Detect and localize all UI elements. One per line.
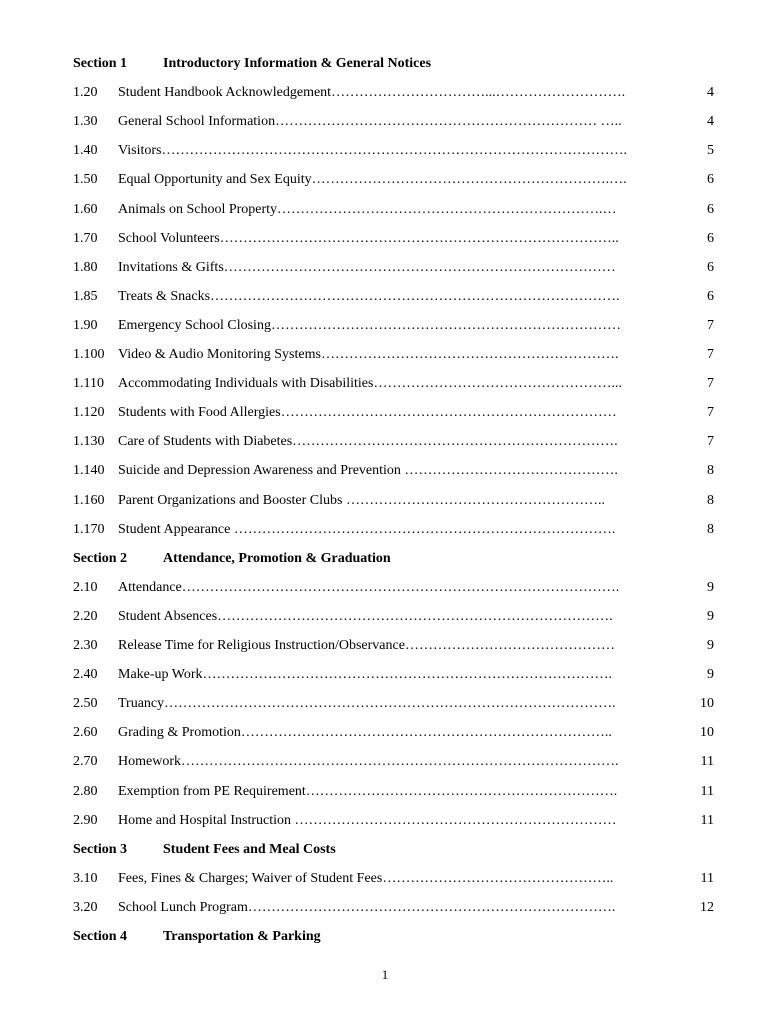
entry-number: 1.160: [73, 492, 105, 508]
entry-title: Student Handbook Acknowledgement……………………………...……………………….: [118, 85, 626, 101]
section-heading: [73, 54, 718, 74]
entry-page: 4: [707, 85, 714, 101]
entry-title: Home and Hospital Instruction ……………………………………………………………: [118, 812, 617, 828]
toc-entry: [73, 665, 718, 685]
entry-number: Section 1: [73, 56, 128, 71]
entry-number: 1.70: [73, 230, 98, 246]
toc-entry: [73, 345, 718, 365]
entry-page: 8: [707, 463, 714, 479]
entry-page: 6: [707, 201, 714, 217]
toc-entry: [73, 461, 718, 481]
toc-entry: [73, 316, 718, 336]
entry-title: Student Appearance ……………………………………………………………………….: [118, 521, 616, 537]
entry-page: 10: [700, 696, 714, 712]
entry-page: 9: [707, 608, 714, 624]
entry-page: 7: [707, 317, 714, 333]
toc-entry: [73, 229, 718, 249]
entry-title: Animals on School Property…………………………………………………………….…: [118, 201, 617, 217]
toc-entry: [73, 432, 718, 452]
toc-entry: [73, 752, 718, 772]
entry-page: 6: [707, 230, 714, 246]
entry-title: Exemption from PE Requirement………………………………………………………….: [118, 783, 618, 799]
section-heading: [73, 549, 718, 569]
toc-entry: [73, 607, 718, 627]
entry-page: 6: [707, 172, 714, 188]
toc-entry: [73, 200, 718, 220]
entry-number: 1.30: [73, 114, 98, 130]
entry-number: 2.70: [73, 754, 98, 770]
entry-page: 8: [707, 521, 714, 537]
toc-entry: [73, 112, 718, 132]
entry-page: 6: [707, 259, 714, 275]
entry-title: Introductory Information & General Notices: [163, 56, 432, 71]
entry-title: Students with Food Allergies………………………………………………………………: [118, 405, 617, 421]
toc-entry: [73, 811, 718, 831]
entry-title: Video & Audio Monitoring Systems……………………………………………………….: [118, 347, 619, 362]
entry-title: Fees, Fines & Charges; Waiver of Student Fees…………………………………………..: [118, 870, 614, 886]
entry-page: 11: [700, 870, 714, 886]
entry-title: Parent Organizations and Booster Clubs ………………………………………………..: [118, 492, 605, 508]
toc-entry: [73, 520, 718, 540]
entry-page: 10: [700, 725, 714, 741]
entry-title: Suicide and Depression Awareness and Prevention ……………………………………….: [118, 463, 618, 479]
entry-page: 4: [707, 114, 714, 130]
entry-title: Student Absences………………………………………………………………………….: [118, 608, 613, 624]
entry-number: 2.30: [73, 638, 98, 653]
entry-number: 1.100: [73, 347, 105, 362]
entry-number: 1.40: [73, 143, 98, 159]
toc-entry: [73, 782, 718, 802]
entry-page: 7: [707, 347, 714, 362]
entry-page: 5: [707, 143, 714, 159]
entry-title: Transportation & Parking: [163, 929, 321, 944]
entry-number: Section 4: [73, 929, 128, 944]
entry-page: 7: [707, 405, 714, 421]
toc-entry: [73, 578, 718, 598]
toc-entry: [73, 403, 718, 423]
entry-page: 8: [707, 492, 714, 508]
toc-entry: [73, 170, 718, 190]
entry-page: 11: [700, 783, 714, 799]
toc-entry: [73, 694, 718, 714]
entry-number: 1.140: [73, 463, 105, 479]
entry-number: 2.20: [73, 608, 98, 624]
entry-number: 2.90: [73, 812, 98, 828]
entry-title: Treats & Snacks…………………………………………………………………………….: [118, 288, 620, 304]
entry-title: Attendance………………………………………………………………………………….: [118, 579, 620, 595]
entry-number: 2.50: [73, 696, 98, 712]
toc-entry: [73, 723, 718, 743]
entry-number: 1.120: [73, 405, 105, 421]
entry-title: Care of Students with Diabetes…………………………………………………………….: [118, 434, 618, 450]
entry-page: 7: [707, 434, 714, 450]
entry-title: General School Information…………………………………………………………… …..: [118, 114, 622, 130]
entry-number: 1.85: [73, 288, 98, 304]
entry-number: 1.90: [73, 317, 98, 333]
entry-title: Emergency School Closing…………………………………………………………………: [118, 317, 621, 333]
entry-title: School Volunteers…………………………………………………………………………..: [118, 230, 619, 246]
entry-title: Accommodating Individuals with Disabilities……………………………………………...: [118, 376, 622, 392]
entry-title: Attendance, Promotion & Graduation: [163, 550, 391, 566]
toc-entry: [73, 83, 718, 103]
entry-number: 2.60: [73, 725, 98, 741]
entry-number: 2.40: [73, 667, 98, 683]
entry-title: Grading & Promotion……………………………………………………………………..: [118, 725, 612, 741]
entry-number: 1.80: [73, 259, 98, 275]
entry-page: 9: [707, 579, 714, 595]
page-number: 1: [381, 967, 389, 982]
entry-title: Invitations & Gifts…………………………………………………………………………: [118, 259, 616, 275]
section-heading: [73, 840, 718, 860]
entry-title: School Lunch Program…………………………………………………………………….: [118, 899, 616, 915]
entry-number: 1.20: [73, 85, 98, 101]
entry-title: Release Time for Religious Instruction/Observance………………………………………: [118, 638, 615, 653]
entry-page: 11: [700, 754, 714, 770]
entry-number: 1.60: [73, 201, 98, 217]
entry-number: 1.130: [73, 434, 105, 450]
entry-number: 3.10: [73, 870, 98, 886]
entry-number: Section 3: [73, 841, 128, 857]
toc-entry: [73, 491, 718, 511]
entry-title: Student Fees and Meal Costs: [163, 841, 336, 857]
entry-page: 6: [707, 288, 714, 304]
entry-page: 11: [700, 812, 714, 828]
toc-entry: [73, 141, 718, 161]
entry-number: 1.170: [73, 521, 105, 537]
entry-number: 3.20: [73, 899, 98, 915]
entry-number: 2.80: [73, 783, 98, 799]
entry-number: Section 2: [73, 550, 128, 566]
entry-number: 2.10: [73, 579, 98, 595]
entry-page: 9: [707, 667, 714, 683]
section-heading: [73, 927, 718, 947]
entry-title: Truancy…………………………………………………………………………………….: [118, 696, 616, 712]
toc-entry: [73, 258, 718, 278]
toc-entry: [73, 898, 718, 918]
entry-title: Make-up Work…………………………………………………………………………….: [118, 667, 613, 683]
entry-title: Equal Opportunity and Sex Equity……………………………………………………….….: [118, 172, 627, 188]
entry-page: 12: [700, 899, 714, 915]
entry-number: 1.50: [73, 172, 98, 188]
toc-entry: [73, 374, 718, 394]
entry-page: 9: [707, 638, 714, 653]
entry-title: Homework………………………………………………………………………………….: [118, 754, 619, 770]
entry-number: 1.110: [73, 376, 104, 392]
toc-entry: [73, 287, 718, 307]
toc-entry: [73, 636, 718, 656]
toc-entry: [73, 869, 718, 889]
entry-title: Visitors……………………………………………………………………………………….: [118, 143, 627, 159]
entry-page: 7: [707, 376, 714, 392]
